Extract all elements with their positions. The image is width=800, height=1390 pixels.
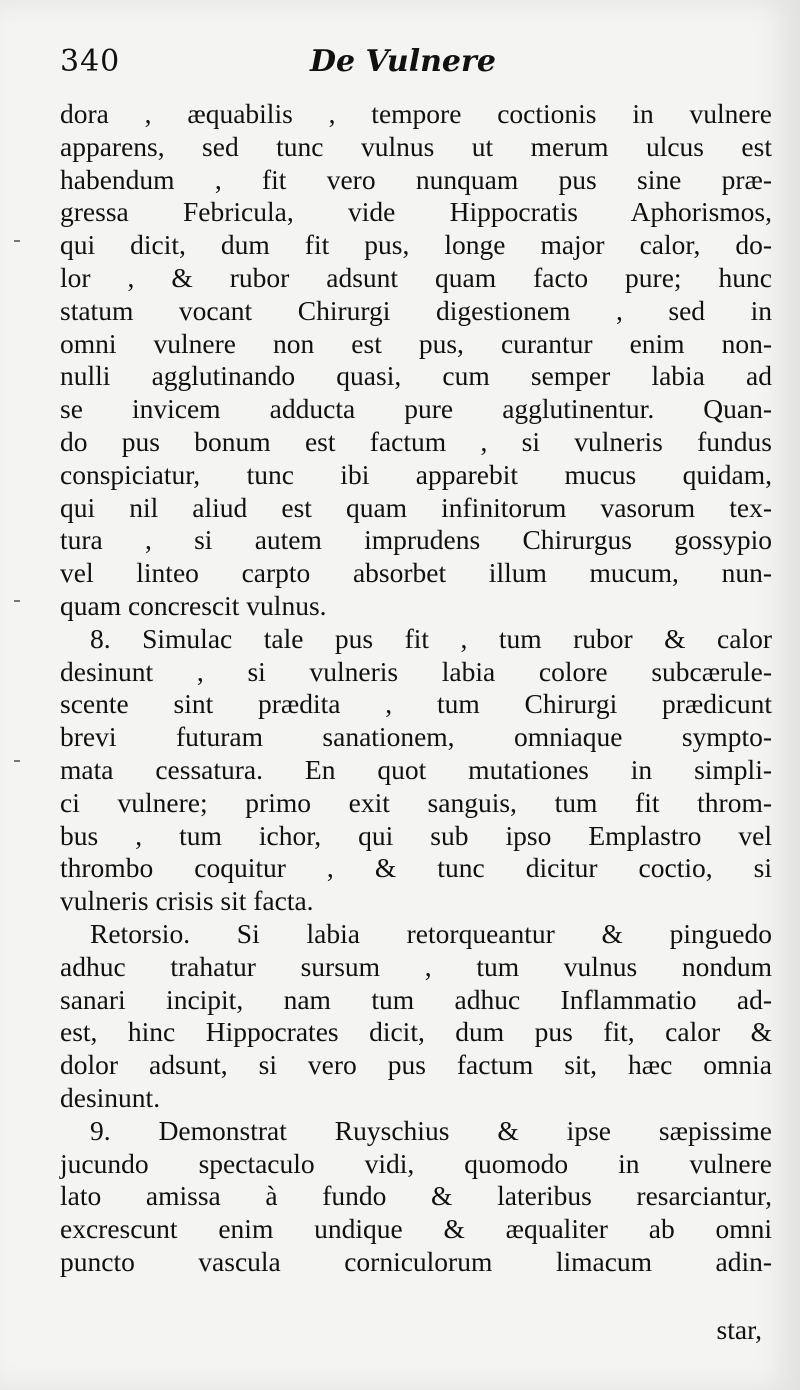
edge-mark xyxy=(14,240,20,242)
text-line: do pus bonum est factum , si vulneris fundus xyxy=(60,425,772,457)
catchword: star, xyxy=(716,1314,762,1345)
text-line: sanari incipit, nam tum adhuc Inflammatio ad- xyxy=(60,983,772,1015)
text-line: qui nil aliud est quam infinitorum vasorum tex- xyxy=(60,491,772,523)
text-line: dolor adsunt, si vero pus factum sit, hæc omnia xyxy=(60,1049,772,1081)
edge-mark xyxy=(14,760,20,762)
text-line: se invicem adducta pure agglutinentur. Quan- xyxy=(60,393,772,425)
text-line: Retorsio. Si labia retorqueantur & pinguedo xyxy=(90,917,772,949)
text-line: dora , æquabilis , tempore coctionis in vulnere xyxy=(60,98,772,129)
text-line: adhuc trahatur sursum , tum vulnus nondum xyxy=(60,950,772,982)
text-line: tura , si autem imprudens Chirurgus gossypio xyxy=(60,524,772,556)
text-line: desinunt. xyxy=(60,1081,161,1113)
page-number: 340 xyxy=(60,44,121,79)
text-line: quam concrescit vulnus. xyxy=(60,589,327,621)
page-header xyxy=(60,44,760,94)
text-line: lor , & rubor adsunt quam facto pure; hunc xyxy=(60,261,772,293)
running-title: De Vulnere xyxy=(310,44,496,79)
text-line: ci vulnere; primo exit sanguis, tum fit throm- xyxy=(60,786,772,818)
text-line: qui dicit, dum fit pus, longe major calor, do- xyxy=(60,229,772,261)
text-line: apparens, sed tunc vulnus ut merum ulcus est xyxy=(60,130,772,162)
text-line: nulli agglutinando quasi, cum semper labia ad xyxy=(60,360,772,392)
text-line: excrescunt enim undique & æqualiter ab omni xyxy=(60,1213,772,1245)
text-line: brevi futuram sanationem, omniaque sympto- xyxy=(60,721,772,753)
text-line: conspiciatur, tunc ibi apparebit mucus quidam, xyxy=(60,458,772,490)
text-line: vel linteo carpto absorbet illum mucum, nun- xyxy=(60,557,772,589)
text-line: desinunt , si vulneris labia colore subcærule- xyxy=(60,655,772,687)
text-line: 9. Demonstrat Ruyschius & ipse sæpissime xyxy=(90,1114,772,1146)
text-line: thrombo coquitur , & tunc dicitur coctio, si xyxy=(60,852,772,884)
text-line: omni vulnere non est pus, curantur enim non- xyxy=(60,327,772,359)
text-line: habendum , fit vero nunquam pus sine præ- xyxy=(60,163,772,195)
text-line: gressa Febricula, vide Hippocratis Aphorismos, xyxy=(60,196,772,228)
text-line: puncto vascula corniculorum limacum adin- xyxy=(60,1245,772,1277)
text-line: scente sint prædita , tum Chirurgi prædicunt xyxy=(60,688,772,720)
text-line: jucundo spectaculo vidi, quomodo in vulnere xyxy=(60,1147,772,1179)
text-line: est, hinc Hippocrates dicit, dum pus fit, calor & xyxy=(60,1016,772,1048)
edge-mark xyxy=(14,600,20,602)
text-line: lato amissa à fundo & lateribus resarciantur, xyxy=(60,1180,772,1212)
text-line: 8. Simulac tale pus fit , tum rubor & calor xyxy=(90,622,772,654)
text-line: bus , tum ichor, qui sub ipso Emplastro vel xyxy=(60,819,772,851)
text-line: statum vocant Chirurgi digestionem , sed in xyxy=(60,294,772,326)
body-text xyxy=(60,98,772,1279)
text-line: vulneris crisis sit facta. xyxy=(60,885,314,917)
text-line: mata cessatura. En quot mutationes in simpli- xyxy=(60,753,772,785)
